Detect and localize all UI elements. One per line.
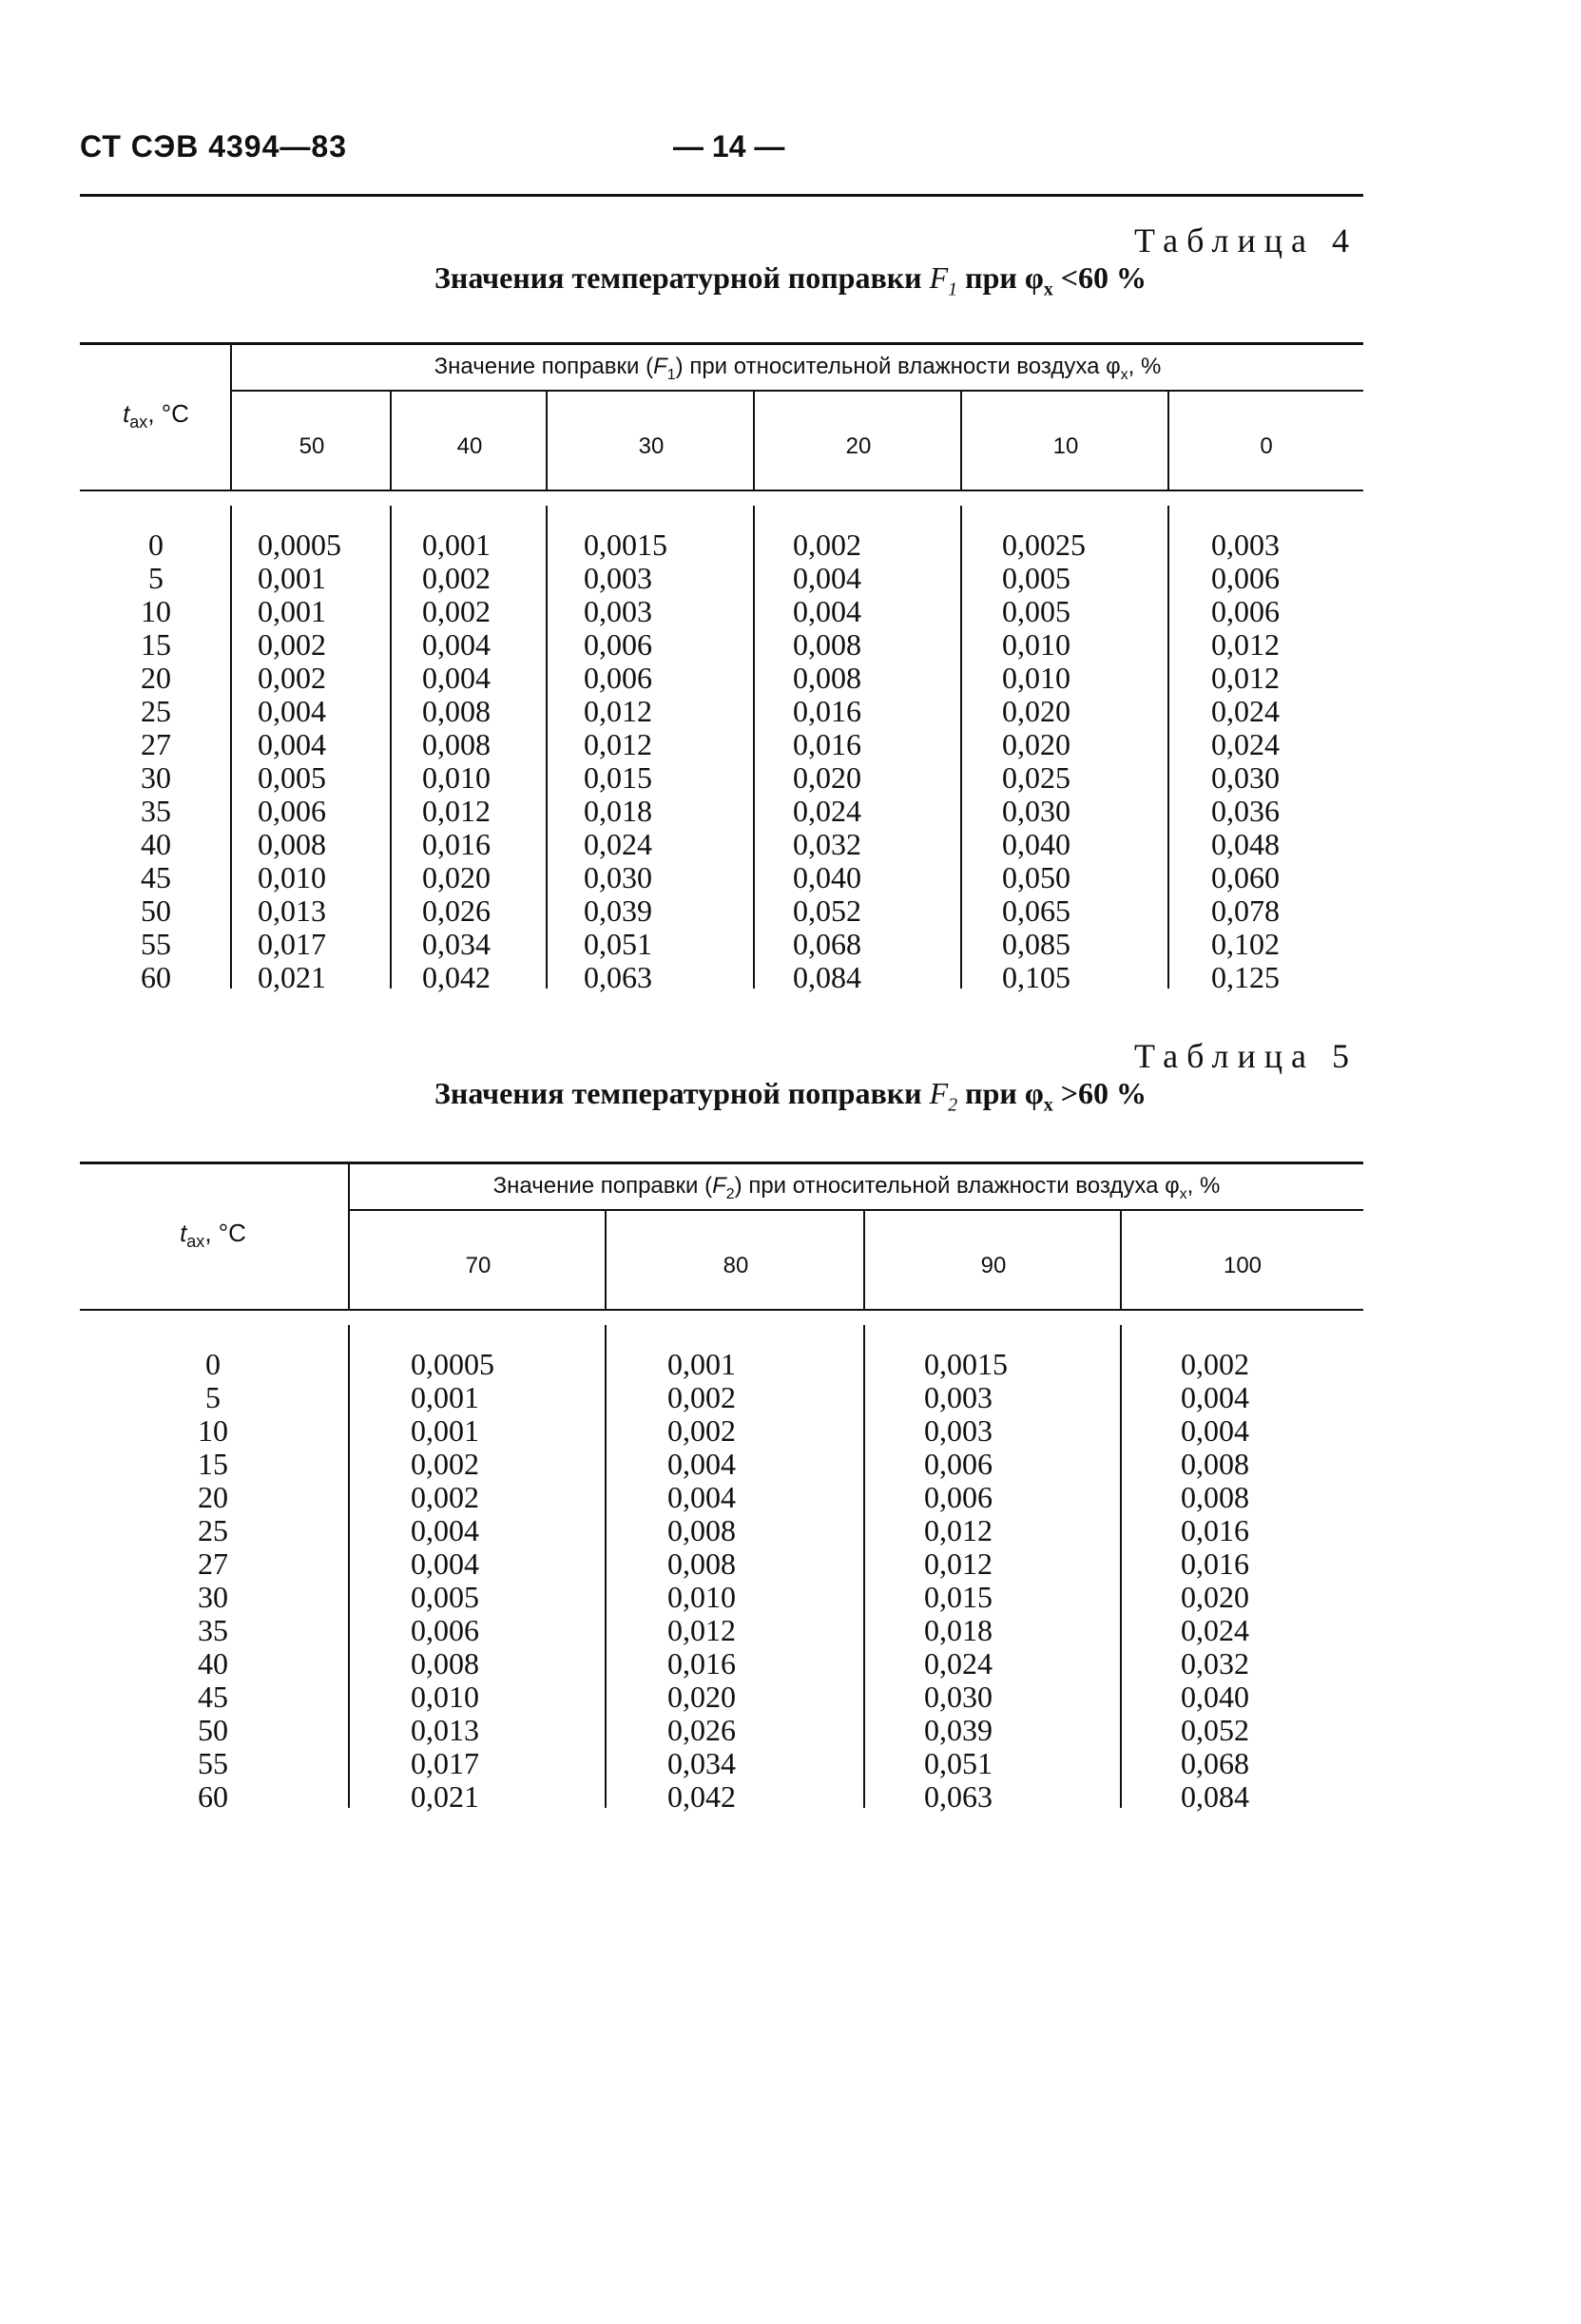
table-cell: 0,004	[1181, 1380, 1249, 1414]
table-cell: 25	[141, 694, 171, 728]
table-cell: 0,008	[258, 827, 326, 861]
table-cell: 0,040	[1181, 1680, 1249, 1714]
table-cell: 0,020	[422, 860, 491, 894]
table-cell: 0,005	[411, 1580, 479, 1614]
table-cell: 0,008	[793, 661, 861, 695]
table-cell: 60	[198, 1779, 228, 1814]
table-cell: 0,006	[258, 794, 326, 828]
table-cell: 0,003	[584, 594, 652, 628]
table-cell: 0,006	[411, 1613, 479, 1647]
table5-divider	[1120, 1211, 1122, 1309]
table5-value-column	[411, 1348, 582, 1814]
table4-divider	[230, 342, 232, 490]
table-cell: 0,010	[1002, 627, 1070, 662]
table-cell: 0,015	[584, 760, 652, 795]
table-cell: 0,052	[793, 893, 861, 928]
table-cell: 0,008	[667, 1513, 736, 1547]
table-cell: 0,006	[584, 661, 652, 695]
table5-temperature-column	[137, 1348, 289, 1814]
table-cell: 0,051	[584, 927, 652, 961]
table-cell: 0,005	[258, 760, 326, 795]
table-cell: 5	[148, 561, 164, 595]
table-cell: 0,012	[1211, 661, 1280, 695]
table-cell: 0,016	[1181, 1546, 1249, 1581]
table-cell: 0,024	[1211, 694, 1280, 728]
table-cell: 0,034	[667, 1746, 736, 1780]
table-cell: 0,026	[422, 893, 491, 928]
table-cell: 0,002	[258, 661, 326, 695]
table4-divider	[390, 392, 392, 490]
table-cell: 0,002	[422, 561, 491, 595]
table-cell: 0,003	[1211, 528, 1280, 562]
table4-divider	[1167, 506, 1169, 989]
table-cell: 0,004	[667, 1480, 736, 1514]
table-cell: 0,084	[1181, 1779, 1249, 1814]
table-cell: 0,006	[924, 1480, 993, 1514]
table-cell: 0,006	[1211, 594, 1280, 628]
table-cell: 0,030	[924, 1680, 993, 1714]
table5	[80, 1162, 1363, 1827]
table-cell: 0,003	[584, 561, 652, 595]
page-number: — 14 —	[673, 129, 785, 163]
table4-divider	[960, 506, 962, 989]
table5-header-rule	[80, 1309, 1363, 1311]
table-cell: 0	[148, 528, 164, 562]
table-cell: 0,002	[411, 1480, 479, 1514]
table4-value-column	[258, 528, 391, 994]
table4-value-column	[1211, 528, 1354, 994]
table-cell: 40	[198, 1646, 228, 1681]
table4-divider	[753, 392, 755, 490]
table4-top-rule	[80, 342, 1363, 345]
table-cell: 0,004	[411, 1546, 479, 1581]
table4-group-header: Значение поправки $(F_1)$ при относительной влажности воздуха $\varphi_х$, %	[434, 354, 1162, 383]
table5-col-header: 100	[1223, 1253, 1263, 1278]
table5-divider	[1120, 1325, 1122, 1808]
table-cell: 0,036	[1211, 794, 1280, 828]
table-cell: 0,002	[1181, 1347, 1249, 1381]
table-cell: 0,015	[924, 1580, 993, 1614]
table-cell: 0,006	[924, 1447, 993, 1481]
table-cell: 0,020	[1181, 1580, 1249, 1614]
table-cell: 0,065	[1002, 893, 1070, 928]
table-cell: 0,008	[1181, 1447, 1249, 1481]
table-cell: 0,034	[422, 927, 491, 961]
table5-group-rule	[350, 1209, 1363, 1211]
table-cell: 45	[141, 860, 171, 894]
table-cell: 0,021	[411, 1779, 479, 1814]
table-cell: 0,039	[924, 1713, 993, 1747]
table5-divider	[863, 1211, 865, 1309]
table4-group-rule	[232, 390, 1363, 392]
table-cell: 5	[205, 1380, 221, 1414]
table-cell: 0,002	[667, 1380, 736, 1414]
table4-col-header: 40	[456, 433, 483, 459]
table5-value-column	[924, 1348, 1095, 1814]
table5-divider	[605, 1325, 607, 1808]
table-cell: 0,068	[793, 927, 861, 961]
table-cell: 0,004	[258, 727, 326, 761]
table-cell: 0,003	[924, 1380, 993, 1414]
table-cell: 0,018	[584, 794, 652, 828]
table5-divider	[348, 1162, 350, 1309]
table-cell: 0,042	[667, 1779, 736, 1814]
table-cell: 0,008	[793, 627, 861, 662]
table-cell: 0,012	[924, 1546, 993, 1581]
table-cell: 0,030	[1002, 794, 1070, 828]
table4-value-column	[793, 528, 954, 994]
table-cell: 0,006	[1211, 561, 1280, 595]
table-cell: 0,016	[793, 694, 861, 728]
table-cell: 0,004	[422, 627, 491, 662]
table4-value-column	[584, 528, 745, 994]
table-cell: 0,001	[422, 528, 491, 562]
table-cell: 30	[198, 1580, 228, 1614]
table-cell: 55	[198, 1746, 228, 1780]
table-cell: 0,004	[793, 594, 861, 628]
table-cell: 0,004	[793, 561, 861, 595]
table-cell: 0,0005	[258, 528, 341, 562]
table-cell: 0,024	[1181, 1613, 1249, 1647]
table4-divider	[753, 506, 755, 989]
table-cell: 0,012	[584, 727, 652, 761]
table-cell: 35	[198, 1613, 228, 1647]
table4-divider	[546, 392, 548, 490]
table4-value-column	[1002, 528, 1164, 994]
table4-value-column	[422, 528, 546, 994]
table-cell: 0,017	[258, 927, 326, 961]
table-cell: 0,010	[258, 860, 326, 894]
table-cell: 0,012	[584, 694, 652, 728]
table-cell: 0,0005	[411, 1347, 494, 1381]
table-cell: 0,021	[258, 960, 326, 994]
table-cell: 0,050	[1002, 860, 1070, 894]
table-cell: 50	[198, 1713, 228, 1747]
table-cell: 0,016	[793, 727, 861, 761]
table5-row-header: $t_{ах}$, °С	[180, 1219, 246, 1252]
table-cell: 0,013	[258, 893, 326, 928]
table-cell: 0,010	[667, 1580, 736, 1614]
table5-divider	[605, 1211, 607, 1309]
table-cell: 0,016	[667, 1646, 736, 1681]
table5-col-header: 90	[980, 1253, 1007, 1278]
table-cell: 0,008	[411, 1646, 479, 1681]
table5-title: Значения температурной поправки $F_2$ при $\varphi_х >60$ %	[434, 1076, 1147, 1116]
table4-col-header: 30	[638, 433, 665, 459]
table-cell: 0	[205, 1347, 221, 1381]
table-cell: 0,016	[1181, 1513, 1249, 1547]
table-cell: 0,039	[584, 893, 652, 928]
table-cell: 0,024	[1211, 727, 1280, 761]
table4-divider	[960, 392, 962, 490]
table4-label: Таблица 4	[1134, 221, 1358, 259]
table-cell: 0,006	[584, 627, 652, 662]
table-cell: 0,0015	[584, 528, 667, 562]
table-cell: 0,004	[258, 694, 326, 728]
table-cell: 0,005	[1002, 561, 1070, 595]
table4-row-header: $t_{ах}$, °С	[123, 399, 189, 432]
table-cell: 0,020	[1002, 694, 1070, 728]
table-cell: 0,024	[584, 827, 652, 861]
table5-top-rule	[80, 1162, 1363, 1164]
table-cell: 0,017	[411, 1746, 479, 1780]
table4-col-header: 0	[1260, 433, 1273, 459]
table-cell: 10	[198, 1413, 228, 1448]
table-cell: 15	[198, 1447, 228, 1481]
table-cell: 27	[198, 1546, 228, 1581]
table-cell: 0,068	[1181, 1746, 1249, 1780]
table-cell: 0,008	[667, 1546, 736, 1581]
table-cell: 0,042	[422, 960, 491, 994]
table-cell: 0,012	[924, 1513, 993, 1547]
table4-divider	[546, 506, 548, 989]
table-cell: 0,051	[924, 1746, 993, 1780]
table5-col-header: 80	[723, 1253, 749, 1278]
table-cell: 20	[141, 661, 171, 695]
table-cell: 0,078	[1211, 893, 1280, 928]
table-cell: 0,063	[584, 960, 652, 994]
table-cell: 0,016	[422, 827, 491, 861]
table-cell: 25	[198, 1513, 228, 1547]
table-cell: 0,032	[1181, 1646, 1249, 1681]
table-cell: 0,004	[422, 661, 491, 695]
table-cell: 0,001	[258, 561, 326, 595]
table-cell: 0,001	[411, 1413, 479, 1448]
table-cell: 0,024	[793, 794, 861, 828]
table5-value-column	[667, 1348, 839, 1814]
table-cell: 45	[198, 1680, 228, 1714]
table-cell: 0,0025	[1002, 528, 1086, 562]
table-cell: 0,040	[793, 860, 861, 894]
table4-divider	[1167, 392, 1169, 490]
table4-col-header: 20	[845, 433, 872, 459]
table-cell: 55	[141, 927, 171, 961]
table-cell: 0,012	[667, 1613, 736, 1647]
table-cell: 0,004	[667, 1447, 736, 1481]
table4-col-header: 50	[299, 433, 325, 459]
table4-title: Значения температурной поправки $F_1$ при $\varphi_х <60$ %	[434, 260, 1147, 300]
table-cell: 0,032	[793, 827, 861, 861]
table-cell: 0,048	[1211, 827, 1280, 861]
table-cell: 0,125	[1211, 960, 1280, 994]
table-cell: 0,030	[1211, 760, 1280, 795]
table-cell: 0,024	[924, 1646, 993, 1681]
table-cell: 0,005	[1002, 594, 1070, 628]
table5-divider	[348, 1325, 350, 1808]
table-cell: 20	[198, 1480, 228, 1514]
standard-designation: СТ СЭВ 4394—83	[80, 129, 347, 163]
table4	[80, 342, 1363, 1008]
table-cell: 0,105	[1002, 960, 1070, 994]
table-cell: 60	[141, 960, 171, 994]
table-cell: 0,063	[924, 1779, 993, 1814]
table5-divider	[863, 1325, 865, 1808]
table-cell: 0,020	[793, 760, 861, 795]
table-cell: 0,002	[411, 1447, 479, 1481]
table-cell: 0,0015	[924, 1347, 1008, 1381]
table5-value-column	[1181, 1348, 1342, 1814]
table-cell: 0,020	[1002, 727, 1070, 761]
table-cell: 0,013	[411, 1713, 479, 1747]
table-cell: 0,084	[793, 960, 861, 994]
header-rule	[80, 194, 1363, 197]
table-cell: 0,003	[924, 1413, 993, 1448]
table-cell: 0,102	[1211, 927, 1280, 961]
table-cell: 30	[141, 760, 171, 795]
table-cell: 0,052	[1181, 1713, 1249, 1747]
table-cell: 0,085	[1002, 927, 1070, 961]
table-cell: 0,026	[667, 1713, 736, 1747]
table-cell: 10	[141, 594, 171, 628]
table-cell: 0,008	[422, 694, 491, 728]
table-cell: 0,010	[411, 1680, 479, 1714]
table-cell: 0,002	[667, 1413, 736, 1448]
table-cell: 0,040	[1002, 827, 1070, 861]
table4-col-header: 10	[1052, 433, 1079, 459]
table5-col-header: 70	[465, 1253, 492, 1278]
table-cell: 0,002	[793, 528, 861, 562]
table-cell: 0,008	[1181, 1480, 1249, 1514]
table-cell: 0,001	[667, 1347, 736, 1381]
table-cell: 50	[141, 893, 171, 928]
table-cell: 0,010	[422, 760, 491, 795]
table-cell: 0,008	[422, 727, 491, 761]
table-cell: 0,060	[1211, 860, 1280, 894]
table-cell: 35	[141, 794, 171, 828]
table-cell: 0,002	[258, 627, 326, 662]
table-cell: 0,002	[422, 594, 491, 628]
table-cell: 27	[141, 727, 171, 761]
table4-header-rule	[80, 490, 1363, 491]
table-cell: 0,001	[258, 594, 326, 628]
table-cell: 0,004	[411, 1513, 479, 1547]
table-cell: 0,025	[1002, 760, 1070, 795]
table-cell: 40	[141, 827, 171, 861]
table-cell: 0,030	[584, 860, 652, 894]
table-cell: 0,012	[422, 794, 491, 828]
table4-temperature-column	[80, 528, 232, 994]
table-cell: 0,001	[411, 1380, 479, 1414]
table5-group-header: Значение поправки $(F_2)$ при относительной влажности воздуха $\varphi_х$, %	[492, 1173, 1221, 1202]
table5-label: Таблица 5	[1134, 1037, 1358, 1075]
table-cell: 0,010	[1002, 661, 1070, 695]
table-cell: 0,020	[667, 1680, 736, 1714]
table-cell: 15	[141, 627, 171, 662]
table-cell: 0,004	[1181, 1413, 1249, 1448]
table-cell: 0,012	[1211, 627, 1280, 662]
table-cell: 0,018	[924, 1613, 993, 1647]
